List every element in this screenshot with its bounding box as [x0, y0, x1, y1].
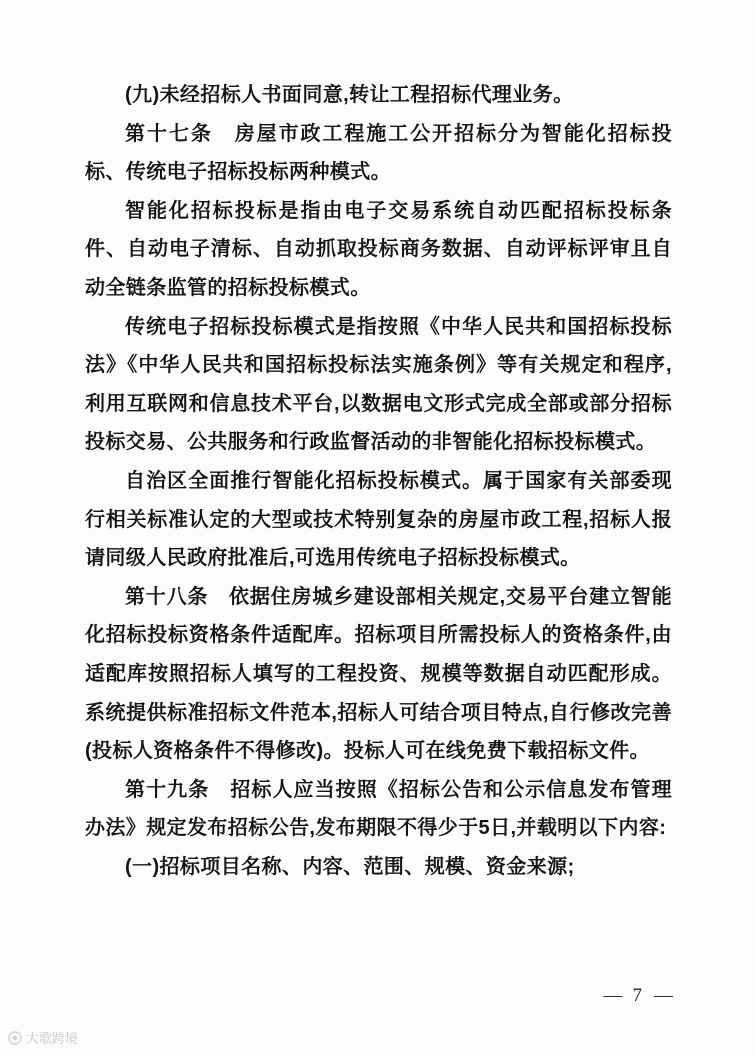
- watermark: [8, 1028, 78, 1047]
- watermark-text: 大歌跨境: [26, 1031, 79, 1046]
- footer-dash-right: —: [654, 985, 671, 1006]
- paragraph-article-18: 第十八条 依据住房城乡建设部相关规定,交易平台建立智能化招标投标资格条件适配库。招标项目所需投标人的资格条件,由适配库按照招标人填写的工程投资、规模等数据自动匹配形成。系统提供标准招标文件范本,招标人可结合项目特点,自行修改完善(投标人资格条件不得修改)。投标人可在线免费下载招标文件。: [85, 585, 672, 763]
- paragraph-traditional-bidding-definition: 传统电子招标投标模式是指按照《中华人民共和国招标投标法》《中华人民共和国招标投标法实施条例》等有关规定和程序,利用互联网和信息技术平台,以数据电文形式完成全部或部分招标投标交易、公共服务和行政监督活动的非智能化招标投标模式。: [85, 315, 672, 454]
- footer-dash-left: —: [603, 985, 621, 1006]
- paragraph-article-17: 第十七条 房屋市政工程施工公开招标分为智能化招标投标、传统电子招标投标两种模式。: [85, 122, 672, 184]
- page-number: 7: [632, 985, 642, 1006]
- watermark-logo-icon: [8, 1031, 22, 1045]
- paragraph-item-1: (一)招标项目名称、内容、范围、规模、资金来源;: [125, 855, 575, 878]
- page-footer: [604, 985, 672, 1007]
- paragraph-article-19: 第十九条 招标人应当按照《招标公告和公示信息发布管理办法》规定发布招标公告,发布期限不得少于5日,并载明以下内容:: [85, 778, 672, 840]
- paragraph-smart-bidding-definition: 智能化招标投标是指由电子交易系统自动匹配招标投标条件、自动电子清标、自动抓取投标商务数据、自动评标评审且自动全链条监管的招标投标模式。: [85, 199, 672, 299]
- document-body: [85, 76, 672, 886]
- paragraph-region-policy: 自治区全面推行智能化招标投标模式。属于国家有关部委现行相关标准认定的大型或技术特别复杂的房屋市政工程,招标人报请同级人民政府批准后,可选用传统电子招标投标模式。: [85, 469, 672, 570]
- paragraph-clause-9: (九)未经招标人书面同意,转让工程招标代理业务。: [125, 84, 574, 106]
